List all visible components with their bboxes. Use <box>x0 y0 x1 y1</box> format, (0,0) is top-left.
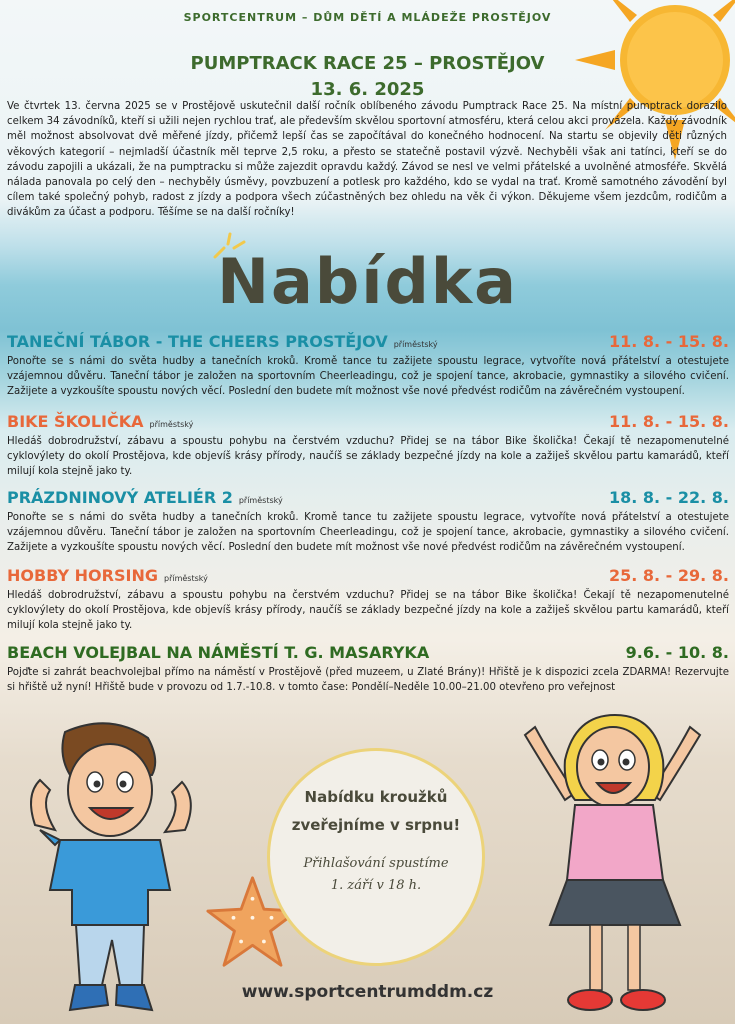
event-title <box>0 51 735 103</box>
section-title: BIKE ŠKOLIČKA <box>7 412 144 431</box>
announcement-line-1: Nabídku kroužků <box>304 788 448 806</box>
section-text: Ponořte se s námi do světa hudby a tanečních kroků. Kromě tance tu zažijete spoustu legrace, vytvoříte nová přátelství a otestujete vzájemnou důvěru. Taneční tábor je založen na sportovním Cheerleadingu, což je spojení tance, akrobacie, gymnastiky a silového cvičení. Zažijete a vyzkoušíte spoustu nových věcí. Poslední den budete mít možnost vše nové předvést rodičům na závěrečném vystoupení. <box>7 356 729 398</box>
girl-illustration <box>505 705 720 1020</box>
section-date: 25. 8. - 29. 8. <box>608 566 729 585</box>
section-text: Pojďte si zahrát beachvolejbal přímo na náměstí v Prostějově (před muzeem, u Zlaté Brány)! Hřiště je k dispozici zcela ZDARMA! Rezervujte si hřiště už nyní! Hřiště bude v provozu od 1.7.-10.8. v tomto čase: Pondělí–Neděle 10.00–21.00 otevřeno pro veřejnost <box>7 667 729 694</box>
registration-line-2: 1. září v 18 h. <box>330 878 422 893</box>
section-kind: příměstský <box>149 420 194 429</box>
offer-section-beach-volleyball <box>7 643 729 695</box>
event-date: 13. 6. 2025 <box>310 79 425 100</box>
section-date: 11. 8. - 15. 8. <box>608 332 729 351</box>
event-report: Ve čtvrtek 13. června 2025 se v Prostějově uskutečnil další ročník oblíbeného závodu Pumptrack Race 25. Na místní pumptrack dorazilo celkem 34 závodníků, kteří si užili nejen rychlou trať, ale především skvělou sportovní atmosféru, která celou akci provázela. Každý závodník měl možnost absolvovat dvě měřené jízdy, přičemž lepší čas se započítával do konečného hodnocení. Na startu se objevily děti různých věkových kategorií – nejmladší účastník měl teprve 2,5 roku, a přesto se statečně postavil výzvě. Nechyběli však ani tatínci, kteří se do závodu zapojili a ukázali, že na pumptracku si může zajezdit opravdu každý. Závod se nesl ve velmi přátelské a uvolněné atmosféře. Skvělá nálada panovala po celý den – nechyběly úsměvy, povzbuzení a potlesk pro každého, kdo se vydal na trať. Kromě samotného závodění byl cílem také společný pohyb, radost z jízdy a podpora všech zúčastněných bez ohledu na věk či výkon. Děkujeme všem jezdcům, rodičům a divákům za účast a podporu. Těšíme se na další ročníky! <box>7 101 727 219</box>
section-kind: příměstský <box>163 574 208 583</box>
section-title: BEACH VOLEJBAL NA NÁMĚSTÍ T. G. MASARYKA <box>7 643 430 662</box>
offer-section-holiday-atelier <box>7 488 729 556</box>
section-kind: příměstský <box>238 496 283 505</box>
section-date: 9.6. - 10. 8. <box>625 643 729 662</box>
clubs-announcement <box>267 748 485 966</box>
section-title: HOBBY HORSING <box>7 566 158 585</box>
organization-header: SPORTCENTRUM – DŮM DĚTÍ A MLÁDEŽE PROSTĚJOV <box>183 11 552 24</box>
section-title: TANEČNÍ TÁBOR - THE CHEERS PROSTĚJOV <box>7 332 388 351</box>
section-text: Hledáš dobrodružství, zábavu a spoustu pohybu na čerstvém vzduchu? Přidej se na tábor Bike školička! Čekají tě nezapomenutelné cyklovýlety do okolí Prostějova, kde objevíš krásy přírody, naučíš se základy bezpečné jízdy na kole a zažiješ skvělou partu kamarádů, kteří milují kola stejně jako ty. <box>7 436 729 478</box>
registration-line-1: Přihlašování spustíme <box>303 856 449 871</box>
section-kind: příměstský <box>393 340 438 349</box>
section-date: 11. 8. - 15. 8. <box>608 412 729 431</box>
announcement-line-2: zveřejníme v srpnu! <box>291 816 461 834</box>
offer-section-hobby-horsing <box>7 566 729 634</box>
offer-section-dance-camp <box>7 332 729 400</box>
event-name: PUMPTRACK RACE 25 – PROSTĚJOV <box>190 53 545 74</box>
section-date: 18. 8. - 22. 8. <box>608 488 729 507</box>
section-text: Hledáš dobrodružství, zábavu a spoustu pohybu na čerstvém vzduchu? Přidej se na tábor Bike školička! Čekají tě nezapomenutelné cyklovýlety do okolí Prostějova, kde objevíš krásy přírody, naučíš se základy bezpečné jízdy na kole a zažiješ skvělou partu kamarádů, kteří milují kola stejně jako ty. <box>7 590 729 632</box>
boy-illustration <box>20 720 200 1020</box>
section-title: PRÁZDNINOVÝ ATELIÉR 2 <box>7 488 233 507</box>
section-text: Ponořte se s námi do světa hudby a tanečních kroků. Kromě tance tu zažijete spoustu legrace, vytvoříte nová přátelství a otestujete vzájemnou důvěru. Taneční tábor je založen na sportovním Cheerleadingu, což je spojení tance, akrobacie, gymnastiky a silového cvičení. Zažijete a vyzkoušíte spoustu nových věcí. Poslední den budete mít možnost vše nové předvést rodičům na závěrečném vystoupení. <box>7 512 729 554</box>
offer-heading: Nabídka <box>217 245 518 318</box>
website-link[interactable]: www.sportcentrumddm.cz <box>241 982 494 1002</box>
offer-section-bike-school <box>7 412 729 480</box>
